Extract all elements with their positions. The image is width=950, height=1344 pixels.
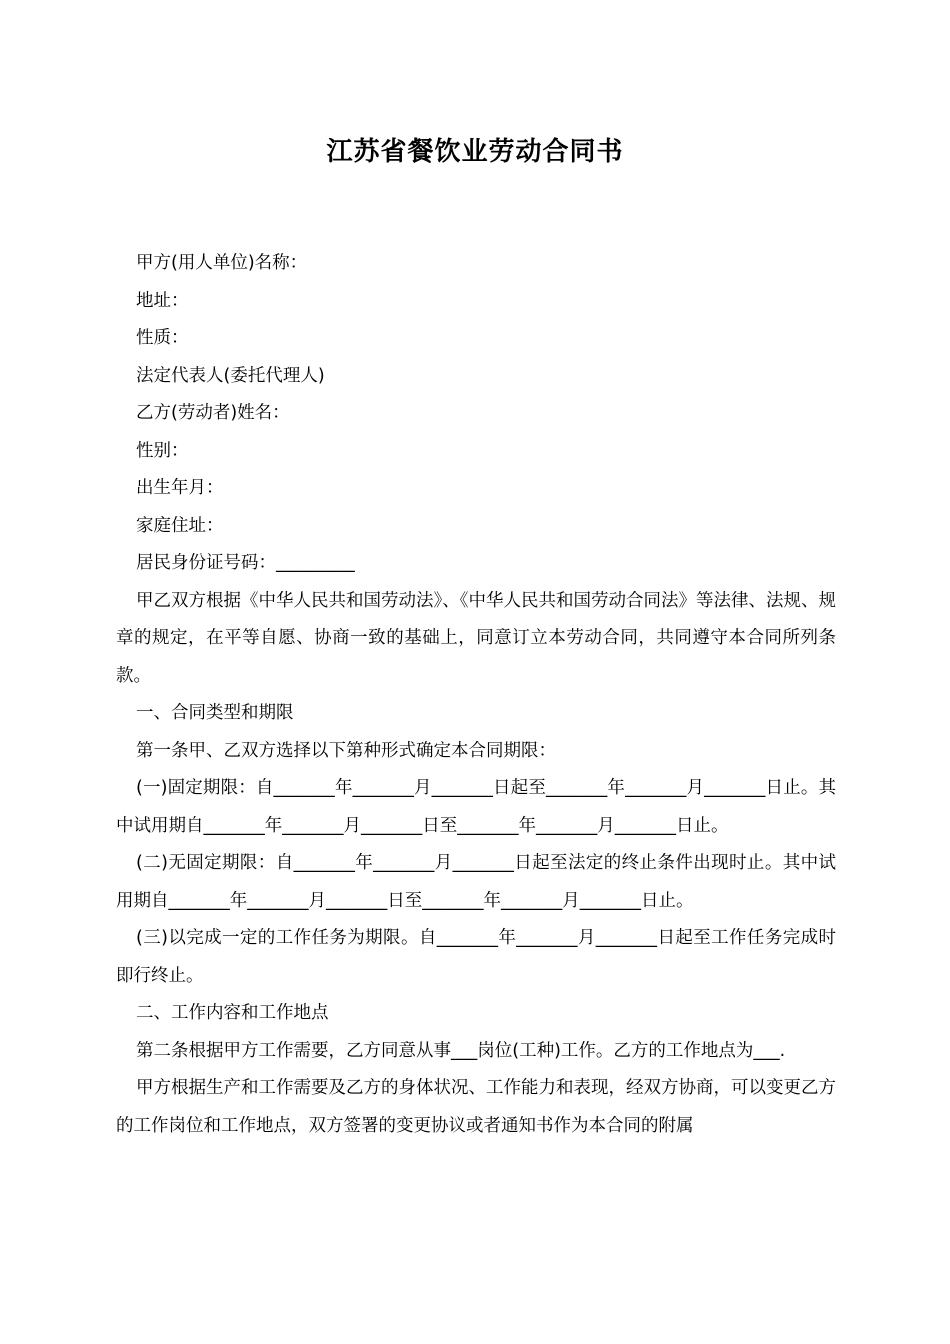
job-change-paragraph: 甲方根据生产和工作需要及乙方的身体状况、工作能力和表现，经双方协商，可以变更乙方的工作岗位和工作地点，双方签署的变更协议或者通知书作为本合同的附属 <box>116 1078 836 1136</box>
section-heading-2: 二、工作内容和工作地点 <box>136 1003 329 1023</box>
option-task-term: (三)以完成一定的工作任务为期限。自_______年_______月_______日起至工作任务完成时即行终止。 <box>116 928 836 986</box>
gender-line: 性别： <box>136 440 189 461</box>
address-line: 地址： <box>136 290 189 311</box>
option-fixed-term: (一)固定期限：自_______年_______月_______日起至_______年_______月_______日止。其中试用期自_______年_______月_______日至_______年_______月_______日止。 <box>116 778 836 836</box>
birth-date-line: 出生年月： <box>136 478 224 498</box>
document-body <box>116 245 836 1145</box>
section-heading-1: 一、合同类型和期限 <box>136 703 294 723</box>
id-number-line: 居民身份证号码：_________ <box>136 553 355 573</box>
home-address-line: 家庭住址： <box>136 515 224 536</box>
article-1: 第一条甲、乙双方选择以下第种形式确定本合同期限： <box>136 740 556 761</box>
legal-representative-line: 法定代表人(委托代理人) <box>136 365 325 386</box>
option-open-term: (二)无固定期限：自_______年_______月_______日起至法定的终止条件出现时止。其中试用期自_______年_______月_______日至_______年_______月_______日止。 <box>116 853 836 911</box>
document-title: 江苏省餐饮业劳动合同书 <box>326 137 624 167</box>
party-a-name-line: 甲方(用人单位)名称： <box>136 253 308 273</box>
article-2: 第二条根据甲方工作需要，乙方同意从事___岗位(工种)工作。乙方的工作地点为___. <box>136 1040 786 1061</box>
nature-line: 性质： <box>136 328 189 348</box>
preamble-paragraph: 甲乙双方根据《中华人民共和国劳动法》、《中华人民共和国劳动合同法》等法律、法规、规章的规定，在平等自愿、协商一致的基础上，同意订立本劳动合同，共同遵守本合同所列条款。 <box>116 590 836 686</box>
party-b-name-line: 乙方(劳动者)姓名： <box>136 403 290 423</box>
